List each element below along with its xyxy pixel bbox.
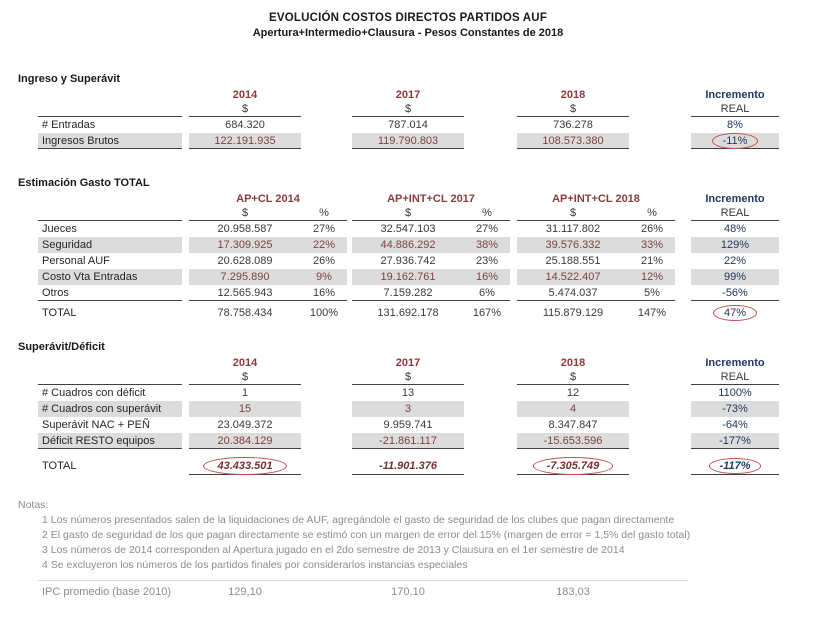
value-percent: 27% bbox=[475, 223, 499, 235]
currency-percent-header bbox=[189, 206, 347, 221]
value-2018: -15.653.596 bbox=[517, 433, 629, 449]
values-2018 bbox=[517, 253, 675, 269]
note-item-2: 2 El gasto de seguridad de los que pagan directamente se estimó con un margen de error del 15% (margen de error = 1,5% del gasto total) bbox=[42, 528, 691, 541]
subheader-row bbox=[38, 370, 816, 385]
section-title: Ingreso y Superávit bbox=[18, 73, 121, 85]
value-incremento: 8% bbox=[727, 119, 743, 131]
value-pesos: 25.188.551 bbox=[545, 255, 601, 267]
red-circle-annotation: -11% bbox=[722, 134, 748, 147]
value-pesos: 32.547.103 bbox=[380, 223, 436, 235]
row-label: # Cuadros con superávit bbox=[38, 401, 182, 417]
value-incremento: -56% bbox=[691, 285, 779, 301]
value-pesos: 7.159.282 bbox=[383, 286, 433, 299]
row-label: Superávit NAC + PEÑ bbox=[42, 419, 150, 431]
incremento-header: Incremento bbox=[705, 192, 765, 205]
value-percent: 33% bbox=[640, 239, 664, 251]
value-percent: 21% bbox=[640, 255, 664, 267]
value-pesos: 27.936.742 bbox=[380, 255, 436, 267]
page-title: EVOLUCIÓN COSTOS DIRECTOS PARTIDOS AUF bbox=[268, 12, 548, 24]
value-pesos: 5.474.037 bbox=[548, 286, 598, 299]
year-header-2018: 2018 bbox=[560, 356, 586, 369]
row-label: Ingresos Brutos bbox=[38, 133, 182, 149]
total-row bbox=[38, 305, 816, 321]
section-title: Estimación Gasto TOTAL bbox=[18, 177, 150, 189]
subheader-row bbox=[38, 206, 816, 221]
year-header-2014: 2014 bbox=[232, 88, 258, 101]
value-percent: 12% bbox=[640, 271, 664, 283]
table-row-cuadros-superavit bbox=[38, 401, 816, 417]
value-percent: 26% bbox=[640, 223, 664, 235]
value-2014: 1 bbox=[241, 387, 249, 399]
ipc-2017: 170,10 bbox=[391, 586, 425, 598]
real-header: REAL bbox=[691, 102, 779, 117]
values-2018 bbox=[517, 237, 675, 253]
total-values-2014 bbox=[189, 305, 347, 321]
value-2018: 108.573.380 bbox=[517, 133, 629, 149]
value-percent: 38% bbox=[475, 239, 499, 251]
red-circle-annotation: 43.433.501 bbox=[217, 459, 273, 472]
value-2017: 3 bbox=[352, 401, 464, 417]
section-ingreso-superavit bbox=[18, 73, 816, 149]
group-header-2014: AP+CL 2014 bbox=[236, 192, 300, 205]
table-row-cuadros-deficit bbox=[38, 385, 816, 401]
table-row-superavit-nac-pen bbox=[38, 417, 816, 433]
values-2017 bbox=[352, 285, 510, 301]
label-col-header bbox=[38, 206, 182, 221]
value-2014: 122.191.935 bbox=[189, 133, 301, 149]
table-row-costo-vta-entradas bbox=[38, 269, 816, 285]
total-2014-circled bbox=[189, 457, 301, 475]
value-2017: -21.861.117 bbox=[352, 433, 464, 449]
value-2018: 12 bbox=[566, 387, 580, 399]
real-header: REAL bbox=[691, 370, 779, 385]
red-circle-annotation: 47% bbox=[723, 307, 747, 319]
currency-header: $ bbox=[189, 102, 301, 117]
value-2017: 9.959.741 bbox=[383, 419, 433, 431]
value-incremento: 1100% bbox=[718, 387, 752, 399]
value-percent: 147% bbox=[637, 307, 667, 319]
currency-header: $ bbox=[241, 207, 249, 219]
values-2014 bbox=[189, 269, 347, 285]
currency-header: $ bbox=[517, 370, 629, 385]
incremento-header: Incremento bbox=[705, 356, 765, 369]
subheader-row bbox=[38, 102, 816, 117]
values-2014 bbox=[189, 237, 347, 253]
value-2017: 119.790.803 bbox=[352, 133, 464, 149]
value-percent: 100% bbox=[309, 307, 339, 319]
value-2014: 20.384.129 bbox=[189, 433, 301, 449]
currency-header: $ bbox=[352, 102, 464, 117]
section-estimacion-gasto bbox=[18, 177, 816, 321]
value-2014: 684.320 bbox=[225, 119, 265, 131]
values-2018 bbox=[517, 221, 675, 237]
incremento-header: Incremento bbox=[705, 88, 765, 101]
value-2014: 15 bbox=[189, 401, 301, 417]
ipc-label: IPC promedio (base 2010) bbox=[42, 586, 172, 598]
percent-header: % bbox=[319, 207, 329, 219]
year-header-2017: 2017 bbox=[395, 88, 421, 101]
total-row bbox=[38, 457, 816, 475]
table-row-entradas bbox=[38, 117, 816, 133]
currency-header: $ bbox=[189, 370, 301, 385]
superavit-table bbox=[38, 355, 816, 475]
value-2017: 787.014 bbox=[388, 119, 428, 131]
value-pesos: 19.162.761 bbox=[380, 271, 436, 283]
value-percent: 16% bbox=[312, 286, 336, 299]
year-header-2017: 2017 bbox=[395, 356, 421, 369]
total-label: TOTAL bbox=[42, 307, 77, 319]
row-label: Personal AUF bbox=[42, 255, 110, 267]
row-label: Déficit RESTO equipos bbox=[38, 433, 182, 449]
total-2017 bbox=[352, 457, 464, 475]
currency-header: $ bbox=[569, 207, 577, 219]
value-pesos: 39.576.332 bbox=[545, 239, 601, 251]
values-2017 bbox=[352, 221, 510, 237]
section-superavit-deficit bbox=[18, 341, 816, 475]
total-label: TOTAL bbox=[42, 460, 77, 472]
percent-header: % bbox=[482, 207, 492, 219]
ipc-2014: 129,10 bbox=[228, 586, 262, 598]
value-incremento: 129% bbox=[691, 237, 779, 253]
value-incremento: 22% bbox=[723, 255, 747, 267]
value-2014: 23.049.372 bbox=[217, 419, 273, 431]
year-header-row bbox=[38, 355, 816, 370]
gasto-table bbox=[38, 191, 816, 321]
group-header-2018: AP+INT+CL 2018 bbox=[552, 192, 640, 205]
value-percent: 22% bbox=[312, 239, 336, 251]
ipc-row bbox=[38, 584, 688, 600]
table-row-personal-auf bbox=[38, 253, 816, 269]
row-label: Otros bbox=[38, 285, 182, 301]
value-pesos: 44.886.292 bbox=[380, 239, 436, 251]
value-pesos: 31.117.802 bbox=[545, 223, 601, 235]
year-header-row bbox=[38, 87, 816, 102]
values-2017 bbox=[352, 269, 510, 285]
value-pesos: 78.758.434 bbox=[217, 307, 273, 319]
red-circle-annotation: -117% bbox=[719, 459, 751, 472]
currency-percent-header bbox=[352, 206, 510, 221]
value-percent: 27% bbox=[312, 223, 336, 235]
value-pesos: 17.309.925 bbox=[217, 239, 273, 251]
values-2017 bbox=[352, 237, 510, 253]
value-pesos: 20.958.587 bbox=[217, 223, 273, 235]
total-incremento-circled bbox=[691, 457, 779, 475]
table-row-deficit-resto bbox=[38, 433, 816, 449]
value-2018: 736.278 bbox=[553, 119, 593, 131]
currency-header: $ bbox=[404, 207, 412, 219]
value-percent: 26% bbox=[312, 255, 336, 267]
row-label: Seguridad bbox=[38, 237, 182, 253]
value-pesos: 131.692.178 bbox=[377, 307, 439, 319]
report-header bbox=[18, 12, 798, 39]
ipc-2018: 183,03 bbox=[556, 586, 590, 598]
value-percent: 167% bbox=[472, 307, 502, 319]
value-incremento: -177% bbox=[691, 433, 779, 449]
value-percent: 16% bbox=[475, 271, 499, 283]
row-label: Jueces bbox=[42, 223, 77, 235]
row-label: # Entradas bbox=[42, 119, 96, 131]
value-percent: 5% bbox=[644, 286, 660, 299]
value-pesos: 115.879.129 bbox=[542, 307, 604, 319]
value-percent: 6% bbox=[479, 286, 495, 299]
value-2017: 13 bbox=[401, 387, 415, 399]
currency-header: $ bbox=[517, 102, 629, 117]
value-2018: 4 bbox=[517, 401, 629, 417]
year-header-2018: 2018 bbox=[560, 88, 586, 101]
group-header-row bbox=[38, 191, 816, 206]
year-header-2014: 2014 bbox=[232, 356, 258, 369]
values-2014 bbox=[189, 221, 347, 237]
label-col-header bbox=[38, 102, 182, 117]
values-2017 bbox=[352, 253, 510, 269]
total-incremento-circled bbox=[691, 305, 779, 321]
table-row-seguridad bbox=[38, 237, 816, 253]
section-title: Superávit/Déficit bbox=[18, 341, 105, 353]
group-header-2017: AP+INT+CL 2017 bbox=[387, 192, 475, 205]
label-col-header bbox=[38, 370, 182, 385]
percent-header: % bbox=[647, 207, 657, 219]
value-incremento: 48% bbox=[723, 223, 747, 235]
note-item-1: 1 Los números presentados salen de la liquidaciones de AUF, agregándole el gasto de seguridad de los clubes que pagan directamente bbox=[42, 513, 675, 526]
currency-header: $ bbox=[352, 370, 464, 385]
value-percent: 23% bbox=[475, 255, 499, 267]
values-2014 bbox=[189, 253, 347, 269]
value-percent: 9% bbox=[316, 271, 332, 283]
page-subtitle: Apertura+Intermedio+Clausura - Pesos Constantes de 2018 bbox=[252, 27, 564, 39]
currency-percent-header bbox=[517, 206, 675, 221]
table-row-jueces bbox=[38, 221, 816, 237]
value-pesos: 12.565.943 bbox=[217, 286, 273, 299]
ingreso-table bbox=[38, 87, 816, 149]
row-label: # Cuadros con déficit bbox=[42, 387, 146, 399]
values-2014 bbox=[189, 285, 347, 301]
total-2018-circled bbox=[517, 457, 629, 475]
value-pesos: 20.628.089 bbox=[217, 255, 273, 267]
table-row-ingresos-brutos bbox=[38, 133, 816, 149]
value-incremento: -64% bbox=[722, 419, 748, 431]
ipc-row-wrapper bbox=[38, 580, 688, 600]
red-circle-annotation: -7.305.749 bbox=[546, 459, 600, 472]
row-label: Costo Vta Entradas bbox=[38, 269, 182, 285]
values-2018 bbox=[517, 269, 675, 285]
notes-title: Notas: bbox=[18, 499, 49, 511]
total-values-2017 bbox=[352, 305, 510, 321]
value-2018: 8.347.847 bbox=[548, 419, 598, 431]
value-pesos: 7.295.890 bbox=[220, 271, 270, 283]
value-incremento: -73% bbox=[691, 401, 779, 417]
notes-block bbox=[18, 499, 816, 571]
value-incremento-circled bbox=[691, 133, 779, 149]
note-item-3: 3 Los números de 2014 corresponden al Apertura jugado en el 2do semestre de 2013 y Clausura en el 1er semestre de 2014 bbox=[42, 543, 625, 556]
note-item-4: 4 Se excluyeron los números de los partidos finales por considerarlos instancias especiales bbox=[42, 558, 468, 571]
total-value: -11.901.376 bbox=[379, 459, 437, 472]
value-pesos: 14.522.407 bbox=[545, 271, 601, 283]
values-2018 bbox=[517, 285, 675, 301]
value-incremento: 99% bbox=[691, 269, 779, 285]
real-header: REAL bbox=[691, 206, 779, 221]
total-values-2018 bbox=[517, 305, 675, 321]
table-row-otros bbox=[38, 285, 816, 301]
